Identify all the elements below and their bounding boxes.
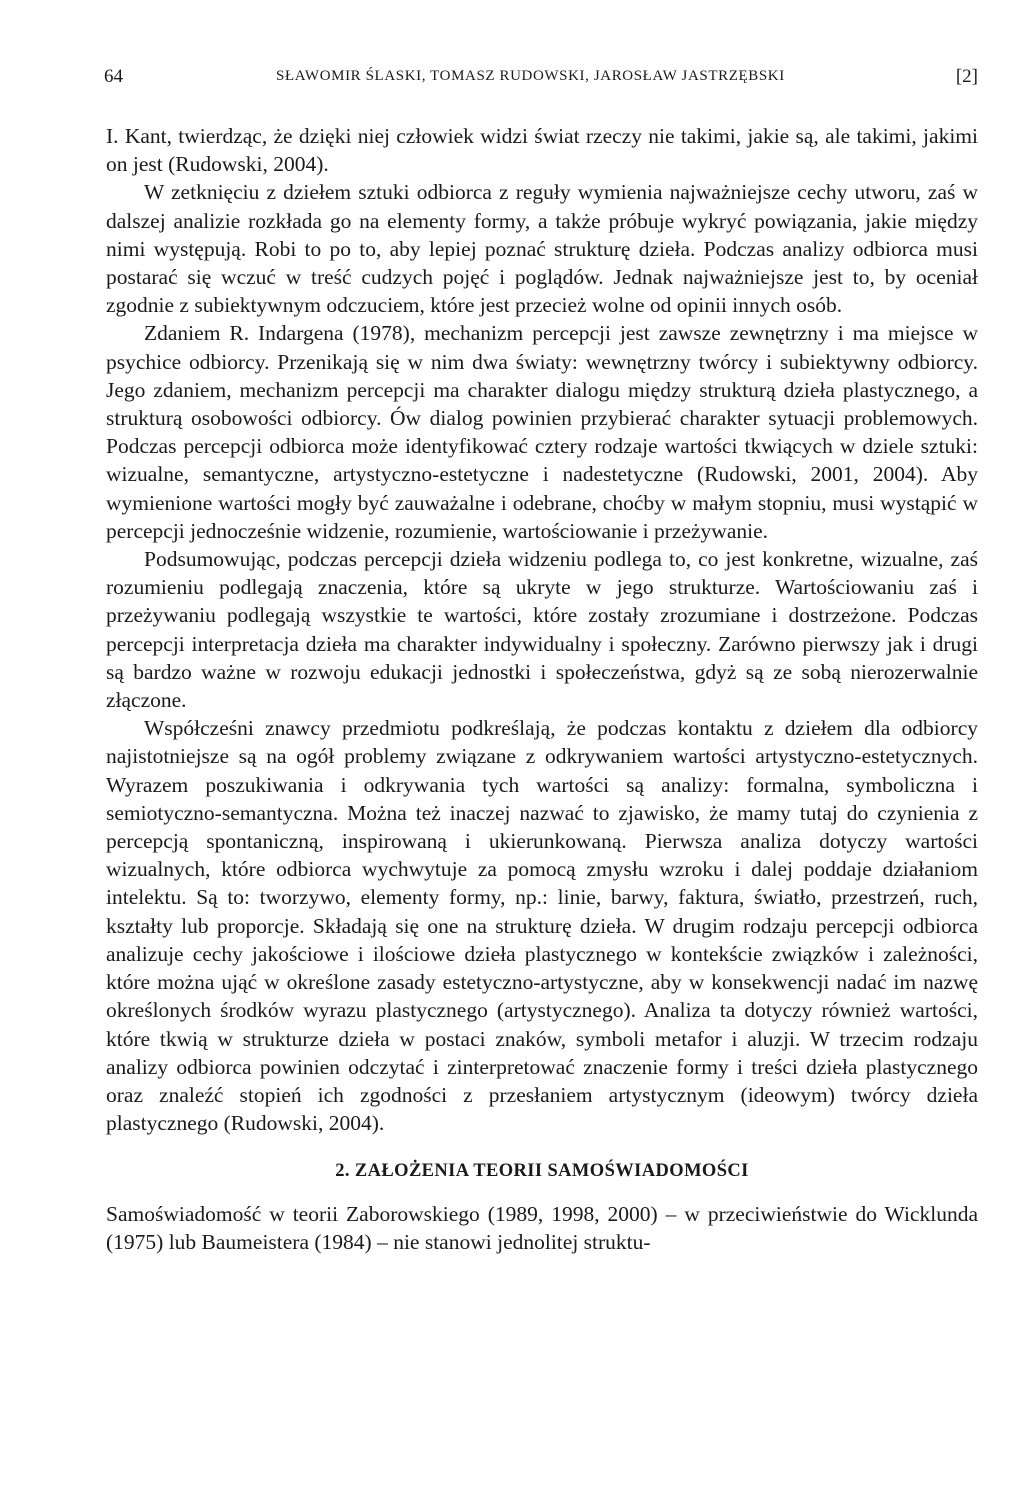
page-header (104, 66, 978, 96)
section-heading: 2. ZAŁOŻENIA TEORII SAMOŚWIADOMOŚCI (335, 1161, 749, 1182)
section-paragraph: Samoświadomość w teorii Zaborowskiego (1989, 1998, 2000) – w przeciwieństwie do Wicklunda (1975) lub Baumeistera (1984) – nie stanowi jednolitej struktu- (106, 1201, 978, 1254)
paragraph: Zdaniem R. Indargena (1978), mechanizm percepcji jest zawsze zewnętrzny i ma miejsce w psychice odbiorcy. Przenikają się w nim dwa światy: wewnętrzny twórcy i subiektywny odbiorcy. Jego zdaniem, mechanizm percepcji ma charakter dialogu między strukturą dzieła plastycznego, a strukturą osobowości odbiorcy. Ów dialog powinien przybierać charakter sytuacji problemowych. Podczas percepcji odbiorca może identyfikować cztery rodzaje wartości tkwiących w dziele sztuki: wizualne, semantyczne, artystyczno-estetyczne i nadestetyczne (Rudowski, 2001, 2004). Aby wymienione wartości mogły być zauważalne i odebrane, choćby w małym stopniu, musi wystąpić w percepcji jednocześnie widzenie, rozumienie, wartościowanie i przeżywanie. (106, 321, 978, 543)
body-text (106, 122, 978, 1256)
paragraph: Współcześni znawcy przedmiotu podkreślają, że podczas kontaktu z dziełem dla odbiorcy najistotniejsze są na ogół problemy związane z odkrywaniem wartości artystyczno-estetycznych. Wyrazem poszukiwania i odkrywania tych wartości są analizy: formalna, symboliczna i semiotyczno-semantyczna. Można też inaczej nazwać to zjawisko, że mamy tutaj do czynienia z percepcją spontaniczną, inspirowaną i ukierunkowaną. Pierwsza analiza dotyczy wartości wizualnych, które odbiorca wychwytuje za pomocą zmysłu wzroku i dalej poddaje działaniom intelektu. Są to: tworzywo, elementy formy, np.: linie, barwy, faktura, światło, przestrzeń, ruch, kształty lub proporcje. Składają się one na strukturę dzieła. W drugim rodzaju percepcji odbiorca analizuje cechy jakościowe i ilościowe dzieła plastycznego w kontekście związków i zależności, które można ująć w określone zasady estetyczno-artystyczne, aby w konsekwencji nadać im nazwę określonych środków wyrazu plastycznego (artystycznego). Analiza ta dotyczy również wartości, które tkwią w strukturze dzieła w postaci znaków, symboli metafor i aluzji. W trzecim rodzaju analizy odbiorca powinien odczytać i zinterpretować znaczenie formy i treści dzieła plastycznego oraz znaleźć stopień ich zgodności z przesłaniem artystycznym (ideowym) twórcy dzieła plastycznego (Rudowski, 2004). (106, 716, 978, 1136)
paragraph: Podsumowując, podczas percepcji dzieła widzeniu podlega to, co jest konkretne, wizualne, zaś rozumieniu podlegają znaczenia, które są ukryte w jego strukturze. Wartościowaniu zaś i przeżywaniu podlegają wszystkie te wartości, które zostały zrozumiane i dostrzeżone. Podczas percepcji interpretacja dzieła ma charakter indywidualny i społeczny. Zarówno pierwszy jak i drugi są bardzo ważne w rozwoju edukacji jednostki i społeczeństwa, gdyż są ze sobą nierozerwalnie złączone. (106, 547, 978, 713)
paragraph-continuation: I. Kant, twierdząc, że dzięki niej człowiek widzi świat rzeczy nie takimi, jakie są, ale takimi, jakimi on jest (Rudowski, 2004). (106, 124, 978, 177)
page-number: 64 (104, 66, 123, 87)
section-number: [2] (955, 66, 978, 87)
running-head: SŁAWOMIR ŚLASKI, TOMASZ RUDOWSKI, JAROSŁAW JASTRZĘBSKI (276, 68, 785, 84)
paragraph: W zetknięciu z dziełem sztuki odbiorca z reguły wymienia najważniejsze cechy utworu, zaś w dalszej analizie rozkłada go na elementy formy, a także próbuje wykryć powiązania, jakie między nimi występują. Robi to po to, aby lepiej poznać strukturę dzieła. Podczas analizy odbiorca musi postarać się wczuć w treść cudzych pojęć i poglądów. Jednak najważniejsze jest to, by oceniał zgodnie z subiektywnym odczuciem, które jest przecież wolne od opinii innych osób. (106, 180, 978, 318)
